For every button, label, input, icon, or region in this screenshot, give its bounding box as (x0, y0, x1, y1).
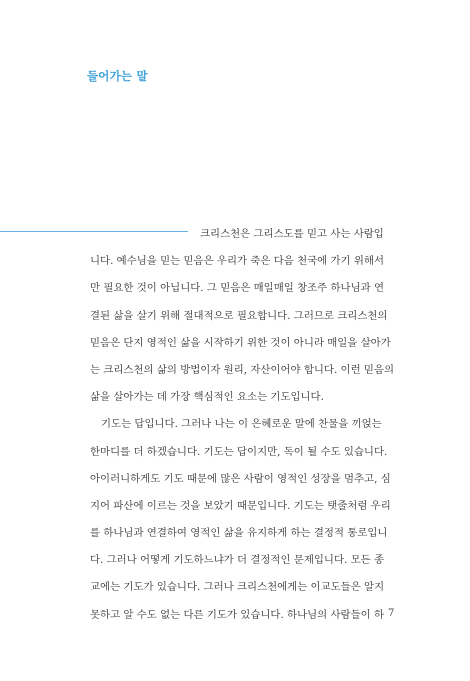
text-line: 삶을 살아가는 데 가장 핵심적인 요소는 기도입니다. (90, 391, 324, 404)
paragraph-2 (90, 411, 390, 629)
text-line: 결된 삶을 살기 위해 절대적으로 필요합니다. 그러므로 크리스천의 (90, 309, 388, 322)
text-line: 기도는 답입니다. 그러나 나는 이 은혜로운 말에 찬물을 끼얹는 (101, 418, 382, 431)
text-line: 지어 파산에 이르는 것을 보았기 때문입니다. 기도는 탯줄처럼 우리 (90, 499, 391, 512)
text-line: 다. 그러나 어떻게 기도하느냐가 더 결정적인 문제입니다. 모든 종 (90, 554, 384, 567)
text-line: 한마디를 더 하겠습니다. 기도는 답이지만, 독이 될 수도 있습니다. (90, 445, 388, 458)
text-line: 니다. 예수님을 믿는 믿음은 우리가 죽은 다음 천국에 가기 위해서 (90, 255, 384, 268)
page-number: 7 (388, 608, 395, 619)
text-line: 만 필요한 것이 아닙니다. 그 믿음은 매일매일 창조주 하나님과 연 (90, 282, 384, 295)
body-text (90, 221, 395, 629)
text-line: 못하고 알 수도 없는 다른 기도가 있습니다. 하나님의 사람들이 하 (90, 608, 384, 621)
text-line: 교에는 기도가 있습니다. 그러나 크리스천에게는 이교도들은 알지 (90, 581, 385, 594)
text-line: 를 하나님과 연결하여 영적인 삶을 유지하게 하는 결정적 통로입니 (90, 527, 388, 540)
text-line: 크리스천은 그리스도를 믿고 사는 사람입 (200, 228, 384, 240)
paragraph-1 (90, 221, 395, 411)
text-line: 믿음은 단지 영적인 삶을 시작하기 위한 것이 아니라 매일을 살아가 (90, 336, 391, 349)
text-line: 아이러니하게도 기도 때문에 많은 사람이 영적인 성장을 멈추고, 심 (90, 472, 391, 485)
text-line: 는 크리스천의 삶의 방법이자 원리, 자산이어야 합니다. 이런 믿음의 (90, 363, 395, 376)
section-title: 들어가는 말 (87, 69, 148, 83)
